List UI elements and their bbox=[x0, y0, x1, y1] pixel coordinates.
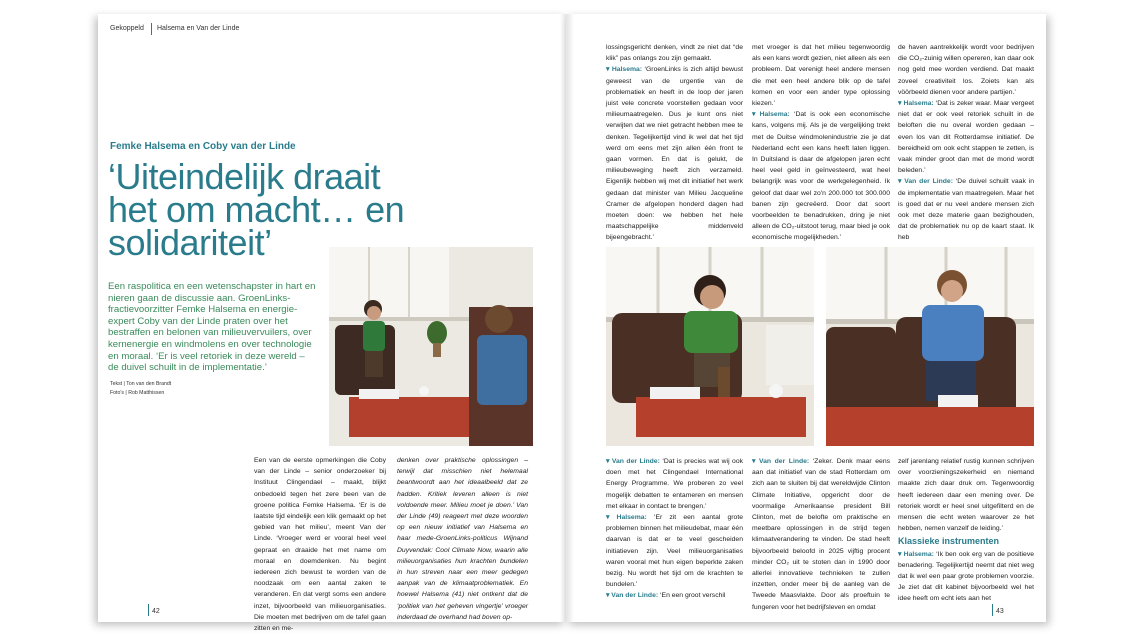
paragraph bbox=[606, 42, 743, 64]
section-label: Gekoppeld bbox=[110, 25, 144, 32]
body-column-5 bbox=[898, 42, 1034, 240]
body-column-1: Een van de eerste opmerkingen die Coby van der Linde – senior onderzoeker bij Instituut Clingendael – maakt, blijkt onbedoeld tegen het zere been van de groene politica Femke Halsema. ‘Er is de laatste tijd eindelijk een klik gemaakt op het gebied van het milieu’, meent Van der Linde. ‘Vroeger werd er vooral heel veel gepraat en draaide het met name om moraal en doemdenken. Nu begint iedereen zich bewust te worden van de noodzaak om een aantal zaken te veranderen. En dat vergt soms een andere inzet, bijvoorbeeld van milieuorganisaties. Die moeten met bedrijven om de tafel gaan zitten en me- bbox=[254, 457, 386, 633]
interview-photo-3 bbox=[826, 247, 1034, 446]
page-number-bar-right bbox=[992, 604, 993, 616]
page-gutter bbox=[560, 14, 574, 622]
paragraph bbox=[898, 549, 1034, 605]
speaker-label: ▾ Van der Linde: bbox=[752, 458, 810, 465]
paragraph bbox=[606, 64, 743, 243]
speaker-label: ▾ Halsema: bbox=[752, 111, 790, 119]
section-subhead: Klassieke instrumenten bbox=[898, 536, 1000, 547]
speaker-label: ▾ Halsema: bbox=[606, 66, 643, 74]
page-number-left: 42 bbox=[152, 608, 160, 615]
paragraph-text: ‘Ik ben ook erg van de positieve benadering. Tegelijkertijd neemt dat niet weg dat ik wel een paar grote problemen voorzie. Je ziet dat dit kabinet bijvoorbeeld wel het idee heeft om echt iets aan het bbox=[898, 550, 1035, 603]
interview-photo-2 bbox=[606, 247, 814, 446]
article-kicker: Femke Halsema en Coby van der Linde bbox=[110, 141, 296, 152]
body-column-6 bbox=[606, 456, 743, 598]
paragraph-text: ‘De duivel schuilt vaak in de implementatie van maatregelen. Maar het is goed dat er nu veel andere mensen zich ook met deze materie gaan bezighouden, dat de problematiek nu op de kaart staat. Ik heb bbox=[898, 178, 1034, 242]
paragraph-text: met vroeger is dat het milieu tegenwoordig als een kans wordt gezien, niet alleen als een probleem. Dat verenigt heel andere mensen die met een heel andere blik op de tafel komen en voor een ander type oplossing kiezen.’ bbox=[752, 44, 890, 108]
speaker-label: ▾ Van der Linde: bbox=[898, 178, 953, 186]
paragraph bbox=[752, 456, 890, 613]
interview-photo-1 bbox=[329, 247, 533, 446]
page-number-right: 43 bbox=[996, 608, 1004, 615]
paragraph-text: ‘Dat is ook een economische kans, volgens mij. Als je de vergelijking trekt met de Duitse windmolenindustrie zie je dat Nederland echt een kans heeft laten liggen. In Duitsland is daar de afgelopen jaren echt heel veel geld in geïnvesteerd, wat heel belangrijk was voor de werkgelegenheid. Ik geloof dat daar wel zo'n 200.000 tot 300.000 banen zijn gecreëerd. Door dat soort voorbeelden te benadrukken, dring je niet alleen de CO₂-uitstoot terug, maar bied je ook economische mogelijkheden.’ bbox=[752, 111, 890, 242]
paragraph bbox=[606, 512, 743, 590]
paragraph bbox=[898, 42, 1034, 98]
paragraph bbox=[898, 98, 1034, 176]
body-column-8 bbox=[898, 456, 1035, 603]
speaker-label: ▾ Van der Linde: bbox=[606, 592, 659, 600]
page-number-bar-left bbox=[148, 604, 149, 616]
speaker-label: ▾ Halsema: bbox=[898, 550, 934, 558]
paragraph-text: zelf jarenlang relatief rustig kunnen schrijven over voorzieningszekerheid en niemand maakte zich daar druk om. Tegenwoordig heeft iedereen daar een mening over. De retoriek wordt er heel snel uitgefilterd en de mensen die echt weten waarover ze het hebben, nemen vanzelf de leiding.’ bbox=[898, 458, 1034, 533]
credit-text: Tekst | Ton van den Brandt bbox=[110, 381, 172, 387]
paragraph bbox=[606, 456, 743, 512]
paragraph-text: de haven aantrekkelijk wordt voor bedrijven die CO₂-zuinig willen opereren, kan daar ook nog geld mee worden verdiend. Dat maakt zoveel creativiteit los. Zoiets kan als vöörbeeld dienen voor andere partijen.’ bbox=[898, 44, 1034, 96]
body-column-2: denken over praktische oplossingen – terwijl dat misschien niet helemaal beantwoordt aan het ideaalbeeld dat ze hadden. Kritiek leveren alleen is niet voldoende meer. Milieu moet je doen.’ Van der Linde (49) reageert met deze woorden op een nieuw initiatief van Halsema en haar mede-GroenLinks-politicus Wijnand Duyvendak: Cool Climate Now, waarin alle milieuorganisaties hun krachten bundelen in hun streven naar een meer gedegen aanpak van de klimaatproblematiek. En hoewel Halsema (41) niet ontkent dat de ‘politiek van het geheven vingertje’ vroeger inderdaad de overhand had boven op- bbox=[397, 457, 528, 621]
article-intro: Een raspolitica en een wetenschapster in hart en nieren gaan de discussie aan. GroenLinks-fractievoorzitter Femke Halsema en energie-expert Coby van der Linde praten over het bestraffen en belonen van milieuvervuilers, over kernenergie en windmolens en over technologie en moraal. ‘Er is veel retoriek in deze wereld – de duivel schuilt in de implementatie.’ bbox=[108, 281, 316, 374]
paragraph bbox=[898, 456, 1034, 534]
speaker-label: ▾ Halsema: bbox=[606, 514, 647, 522]
paragraph bbox=[752, 42, 890, 109]
paragraph bbox=[606, 590, 743, 601]
paragraph-text: ‘Er zit een aantal grote problemen binnen het milieudebat, maar één daarvan is dat er te veel gescheiden initiatieven zijn. Veel milieuorganisaties waren vooral met hun eigen beperkte zaken bezig. Nu wordt het tijd om de krachten te bundelen.’ bbox=[606, 514, 743, 589]
paragraph-text: ‘Zeker. Denk maar eens aan dat initiatief van de stad Rotterdam om zich aan te sluiten bij dat wereldwijde Clinton Climate Initiative, opgericht door de voormalige Amerikaanse president Bill Clinton, met de belofte om praktische en meetbare oplossingen in de strijd tegen klimaatverandering te vinden. De stad heeft bijvoorbeeld beloofd in 2025 vijftig procent minder CO₂ uit te stoten dan in 1990 door allerlei innovatieve technieken te zullen inzetten, onder meer bij de aanleg van de Tweede Maasvlakte. Door als proeftuin te fungeren voor het bedrijfsleven en omdat bbox=[752, 458, 890, 611]
paragraph-text: ‘Dat is zeker waar. Maar vergeet niet dat er ook veel retoriek schuilt in de beloften die nu overal worden gedaan – even los van dit Rotterdamse initiatief. De bereidheid om ook echt stappen te zetten, is vaak minder groot dan met de mond wordt beleden.’ bbox=[898, 100, 1034, 175]
header-names: Halsema en Van der Linde bbox=[157, 25, 240, 32]
body-column-3 bbox=[606, 42, 743, 240]
body-column-7 bbox=[752, 456, 890, 611]
credit-photo: Foto's | Rob Matthissen bbox=[110, 390, 165, 396]
speaker-label: ▾ Halsema: bbox=[898, 100, 934, 108]
body-column-4 bbox=[752, 42, 890, 240]
paragraph bbox=[752, 109, 890, 243]
speaker-label: ▾ Van der Linde: bbox=[606, 458, 660, 465]
paragraph-text: ‘En een groot verschil bbox=[658, 592, 726, 600]
paragraph-text: ‘Dat is precies wat wij ook doen met het Clingendael International Energy Programme. We proberen zo veel mogelijk debatten te entameren en mensen met elkaar in contact te brengen.’ bbox=[606, 458, 743, 510]
article-title: ‘Uiteindelijk draait het om macht… en solidariteit’ bbox=[108, 156, 405, 263]
header-separator bbox=[151, 23, 152, 35]
paragraph-text: ‘GroenLinks is zich altijd bewust geweest van de urgentie van de problematiek en heeft in de loop der jaren juist vele concrete voorstellen gedaan voor milieumaatregelen. Dus je kunt ons niet verwijten dat we niet getracht hebben mee te denken. Tegelijkertijd vind ik wel dat het tijd werd om eens met zijn allen één front te gaan vormen. En dat is gelukt, de milieubeweging heeft zich verzameld. Eigenlijk hebben wij met dit initiatief het werk gedaan dat minister van Milieu Jacqueline Cramer de afgelopen honderd dagen had moeten doen: we hebben het hele maatschappelijke middenveld bijeengebracht.’ bbox=[606, 66, 743, 242]
paragraph bbox=[898, 176, 1034, 243]
paragraph-text: lossingsgericht denken, vindt ze niet dat “de klik” pas onlangs zou zijn gemaakt. bbox=[606, 44, 743, 63]
